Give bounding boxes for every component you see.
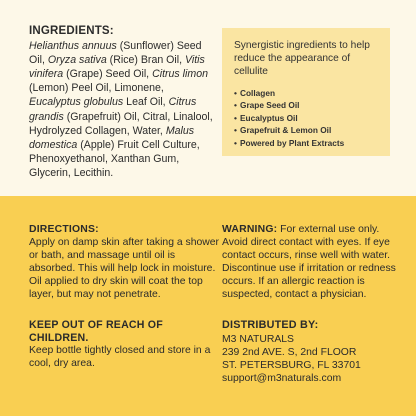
distributor-heading: DISTRIBUTED BY: [222,319,319,331]
directions-text: Apply on damp skin after taking a shower or bath, and massage until oil is absorbed. This will help lock in moisture. Oil applied to dry skin will coat the top layer, but may not penetrate. [29,237,220,301]
ingredients-list [29,39,215,180]
warning-text: For external use only. Avoid direct contact with eyes. If eye contact occurs, rinse well with water. Discontinue use if irritation or redness occurs. If an allergic reaction is suspected, contact a physician. [222,224,396,301]
keep-out-section [29,319,224,370]
warning-section [222,223,407,302]
ingredient-latin-name: Oryza sativa [47,54,107,67]
benefits-intro: Synergistic ingredients to help reduce the appearance of cellulite [234,40,370,78]
keep-out-heading: KEEP OUT OF REACH OF CHILDREN. [29,319,163,344]
directions-section [29,223,224,302]
ingredient-latin-name: Malus domestica [29,124,195,151]
bullet-icon: • [234,100,237,111]
ingredient-latin-name: Eucalyptus globulus [29,96,124,109]
ingredient-text: (Rice) Bran Oil, [106,54,186,67]
benefit-item: • Eucalyptus Oil [234,112,298,123]
distributor-name: M3 NATURALS [222,334,294,346]
ingredient-latin-name: Citrus grandis [29,96,197,123]
ingredient-text: (Lemon) Peel Oil, Limonene, [29,82,164,95]
directions-heading: DIRECTIONS: [29,224,99,235]
bullet-icon: • [234,112,237,123]
distributor-street: 239 2nd AVE. S, 2nd FLOOR [222,347,357,359]
benefit-item: • Grapefruit & Lemon Oil [234,125,332,136]
bullet-icon: • [234,125,237,136]
benefit-item: • Grape Seed Oil [234,100,300,111]
ingredient-text: Leaf Oil, [123,96,169,109]
ingredients-heading: INGREDIENTS: [29,25,114,37]
ingredient-latin-name: Vitis vinifera [29,54,205,81]
distributor-email: support@m3naturals.com [222,373,342,385]
benefit-item: • Powered by Plant Extracts [234,137,345,148]
distributor-city: ST. PETERSBURG, FL 33701 [222,360,361,372]
warning-heading: WARNING: [222,224,278,235]
ingredient-text: (Grape) Seed Oil, [63,68,153,81]
ingredient-latin-name: Helianthus annuus [29,40,117,53]
ingredient-latin-name: Citrus limon [152,68,208,81]
benefit-item: • Collagen [234,87,276,98]
ingredient-text: (Apple) Fruit Cell Culture, Phenoxyethanol, Xanthan Gum, Glycerin, Lecithin. [29,138,200,179]
ingredient-text: (Grapefruit) Oil, Citral, Linalool, Hydrolyzed Collagen, Water, [29,110,213,137]
bullet-icon: • [234,137,237,148]
benefits-list [234,87,380,150]
distributor-section [222,319,407,385]
benefits-box [222,28,390,156]
keep-out-text: Keep bottle tightly closed and store in a cool, dry area. [29,345,211,370]
bullet-icon: • [234,87,237,98]
ingredients-section [29,24,215,180]
ingredient-text: (Sunflower) Seed Oil, [29,40,202,67]
